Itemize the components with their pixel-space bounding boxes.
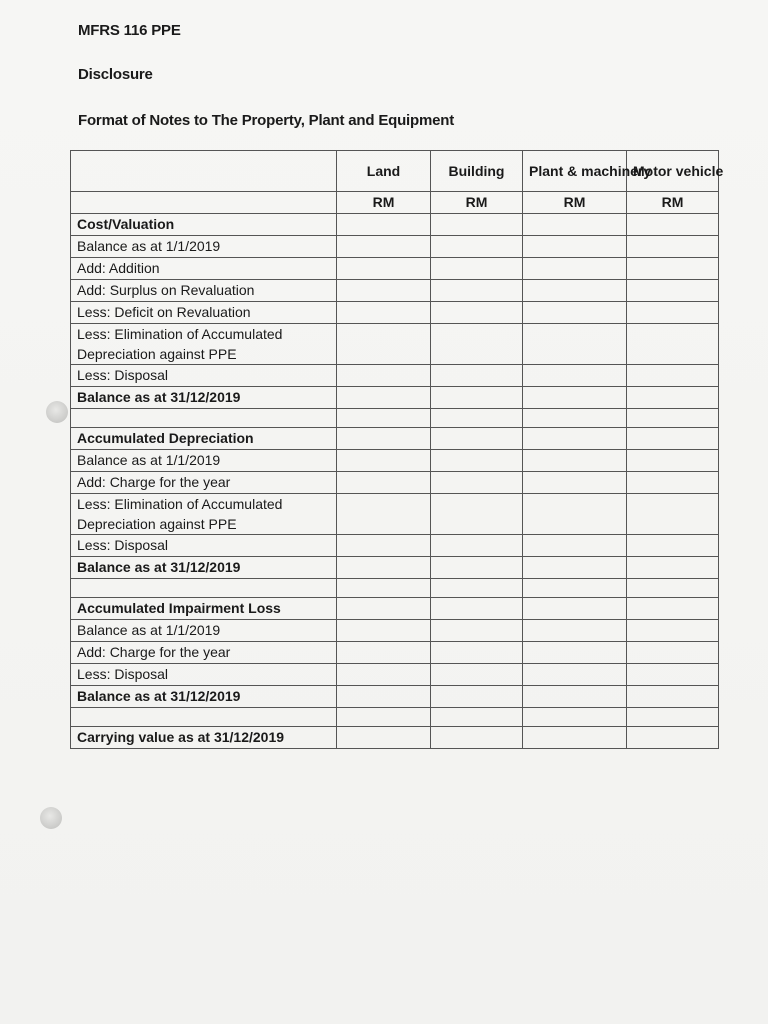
total-label: Balance as at 31/12/2019 xyxy=(71,557,337,579)
amount-cell[interactable] xyxy=(523,535,627,557)
amount-cell[interactable] xyxy=(627,302,719,324)
amount-cell[interactable] xyxy=(523,214,627,236)
amount-cell[interactable] xyxy=(523,302,627,324)
row-label: Less: Elimination of Accumulated Depreciation against PPE xyxy=(71,494,337,535)
section-title: Accumulated Depreciation xyxy=(71,428,337,450)
amount-cell[interactable] xyxy=(523,324,627,365)
amount-cell[interactable] xyxy=(523,620,627,642)
amount-cell[interactable] xyxy=(523,642,627,664)
carrying-value-row xyxy=(71,727,719,749)
amount-cell[interactable] xyxy=(627,428,719,450)
amount-cell[interactable] xyxy=(431,324,523,365)
amount-cell[interactable] xyxy=(431,494,523,535)
amount-cell[interactable] xyxy=(431,450,523,472)
table-row xyxy=(71,620,719,642)
amount-cell[interactable] xyxy=(431,686,523,708)
amount-cell[interactable] xyxy=(627,664,719,686)
amount-cell[interactable] xyxy=(523,387,627,409)
amount-cell[interactable] xyxy=(431,365,523,387)
amount-cell[interactable] xyxy=(337,258,431,280)
table-row xyxy=(71,236,719,258)
spacer-row xyxy=(71,579,719,598)
amount-cell[interactable] xyxy=(627,557,719,579)
amount-cell[interactable] xyxy=(337,324,431,365)
header-blank-cell xyxy=(71,151,337,192)
total-label: Balance as at 31/12/2019 xyxy=(71,387,337,409)
table-caption: Format of Notes to The Property, Plant and Equipment xyxy=(78,112,455,129)
unit-blank-cell xyxy=(71,192,337,214)
row-label: Add: Addition xyxy=(71,258,337,280)
total-label: Balance as at 31/12/2019 xyxy=(71,686,337,708)
amount-cell[interactable] xyxy=(627,214,719,236)
amount-cell[interactable] xyxy=(627,494,719,535)
row-label: Balance as at 1/1/2019 xyxy=(71,236,337,258)
amount-cell[interactable] xyxy=(523,450,627,472)
header-row xyxy=(71,151,719,192)
total-row xyxy=(71,686,719,708)
table-row xyxy=(71,472,719,494)
row-label: Balance as at 1/1/2019 xyxy=(71,620,337,642)
table-row xyxy=(71,450,719,472)
amount-cell[interactable] xyxy=(337,302,431,324)
total-row xyxy=(71,387,719,409)
amount-cell[interactable] xyxy=(627,727,719,749)
document-subtitle: Disclosure xyxy=(78,66,153,83)
amount-cell[interactable] xyxy=(523,664,627,686)
unit-cell: RM xyxy=(337,192,431,214)
amount-cell[interactable] xyxy=(523,598,627,620)
table-row xyxy=(71,494,719,535)
unit-cell: RM xyxy=(523,192,627,214)
section-title-row xyxy=(71,598,719,620)
amount-cell[interactable] xyxy=(627,258,719,280)
amount-cell[interactable] xyxy=(523,727,627,749)
amount-cell[interactable] xyxy=(523,258,627,280)
carrying-value-label: Carrying value as at 31/12/2019 xyxy=(71,727,337,749)
amount-cell[interactable] xyxy=(337,727,431,749)
amount-cell[interactable] xyxy=(627,280,719,302)
amount-cell[interactable] xyxy=(627,642,719,664)
amount-cell[interactable] xyxy=(337,450,431,472)
amount-cell[interactable] xyxy=(431,280,523,302)
amount-cell[interactable] xyxy=(627,620,719,642)
unit-cell: RM xyxy=(627,192,719,214)
amount-cell[interactable] xyxy=(523,280,627,302)
punch-hole xyxy=(40,807,62,829)
amount-cell[interactable] xyxy=(337,664,431,686)
table-row xyxy=(71,664,719,686)
table-row xyxy=(71,302,719,324)
row-label: Less: Disposal xyxy=(71,664,337,686)
amount-cell[interactable] xyxy=(431,620,523,642)
row-label: Less: Elimination of Accumulated Depreciation against PPE xyxy=(71,324,337,365)
amount-cell[interactable] xyxy=(431,642,523,664)
unit-cell: RM xyxy=(431,192,523,214)
amount-cell[interactable] xyxy=(431,214,523,236)
ppe-notes-table xyxy=(70,150,724,749)
section-title: Accumulated Impairment Loss xyxy=(71,598,337,620)
amount-cell[interactable] xyxy=(431,387,523,409)
table-row xyxy=(71,535,719,557)
amount-cell[interactable] xyxy=(523,236,627,258)
amount-cell[interactable] xyxy=(337,365,431,387)
amount-cell[interactable] xyxy=(431,535,523,557)
row-label: Add: Charge for the year xyxy=(71,642,337,664)
row-label: Less: Disposal xyxy=(71,535,337,557)
amount-cell[interactable] xyxy=(337,535,431,557)
column-header-building: Building xyxy=(431,151,523,192)
amount-cell[interactable] xyxy=(523,494,627,535)
amount-cell[interactable] xyxy=(431,664,523,686)
punch-hole xyxy=(46,401,68,423)
amount-cell[interactable] xyxy=(627,236,719,258)
amount-cell[interactable] xyxy=(337,642,431,664)
amount-cell[interactable] xyxy=(337,686,431,708)
table-row xyxy=(71,280,719,302)
amount-cell[interactable] xyxy=(627,387,719,409)
amount-cell[interactable] xyxy=(431,598,523,620)
amount-cell[interactable] xyxy=(431,428,523,450)
amount-cell[interactable] xyxy=(523,557,627,579)
table-row xyxy=(71,642,719,664)
amount-cell[interactable] xyxy=(431,236,523,258)
amount-cell[interactable] xyxy=(627,686,719,708)
table-row xyxy=(71,258,719,280)
amount-cell[interactable] xyxy=(431,302,523,324)
amount-cell[interactable] xyxy=(337,494,431,535)
spacer-row xyxy=(71,409,719,428)
amount-cell[interactable] xyxy=(523,686,627,708)
unit-row xyxy=(71,192,719,214)
amount-cell[interactable] xyxy=(431,258,523,280)
amount-cell[interactable] xyxy=(337,214,431,236)
amount-cell[interactable] xyxy=(627,324,719,365)
amount-cell[interactable] xyxy=(337,428,431,450)
amount-cell[interactable] xyxy=(337,387,431,409)
amount-cell[interactable] xyxy=(337,236,431,258)
amount-cell[interactable] xyxy=(627,598,719,620)
total-row xyxy=(71,557,719,579)
amount-cell[interactable] xyxy=(431,557,523,579)
section-title-row xyxy=(71,428,719,450)
spacer-row xyxy=(71,708,719,727)
amount-cell[interactable] xyxy=(627,535,719,557)
amount-cell[interactable] xyxy=(523,428,627,450)
amount-cell[interactable] xyxy=(627,472,719,494)
amount-cell[interactable] xyxy=(431,727,523,749)
row-label: Less: Disposal xyxy=(71,365,337,387)
column-header-motor-vehicle: Motor vehicle xyxy=(627,151,719,192)
document-title: MFRS 116 PPE xyxy=(78,22,181,39)
row-label: Add: Surplus on Revaluation xyxy=(71,280,337,302)
amount-cell[interactable] xyxy=(337,472,431,494)
row-label: Add: Charge for the year xyxy=(71,472,337,494)
table-row xyxy=(71,365,719,387)
amount-cell[interactable] xyxy=(337,620,431,642)
amount-cell[interactable] xyxy=(337,557,431,579)
amount-cell[interactable] xyxy=(337,598,431,620)
row-label: Less: Deficit on Revaluation xyxy=(71,302,337,324)
section-title-row xyxy=(71,214,719,236)
amount-cell[interactable] xyxy=(523,472,627,494)
amount-cell[interactable] xyxy=(523,365,627,387)
column-header-land: Land xyxy=(337,151,431,192)
column-header-plant-machinery: Plant & machinery xyxy=(523,151,627,192)
amount-cell[interactable] xyxy=(627,365,719,387)
amount-cell[interactable] xyxy=(337,280,431,302)
amount-cell[interactable] xyxy=(431,472,523,494)
section-title: Cost/Valuation xyxy=(71,214,337,236)
table-row xyxy=(71,324,719,365)
row-label: Balance as at 1/1/2019 xyxy=(71,450,337,472)
amount-cell[interactable] xyxy=(627,450,719,472)
